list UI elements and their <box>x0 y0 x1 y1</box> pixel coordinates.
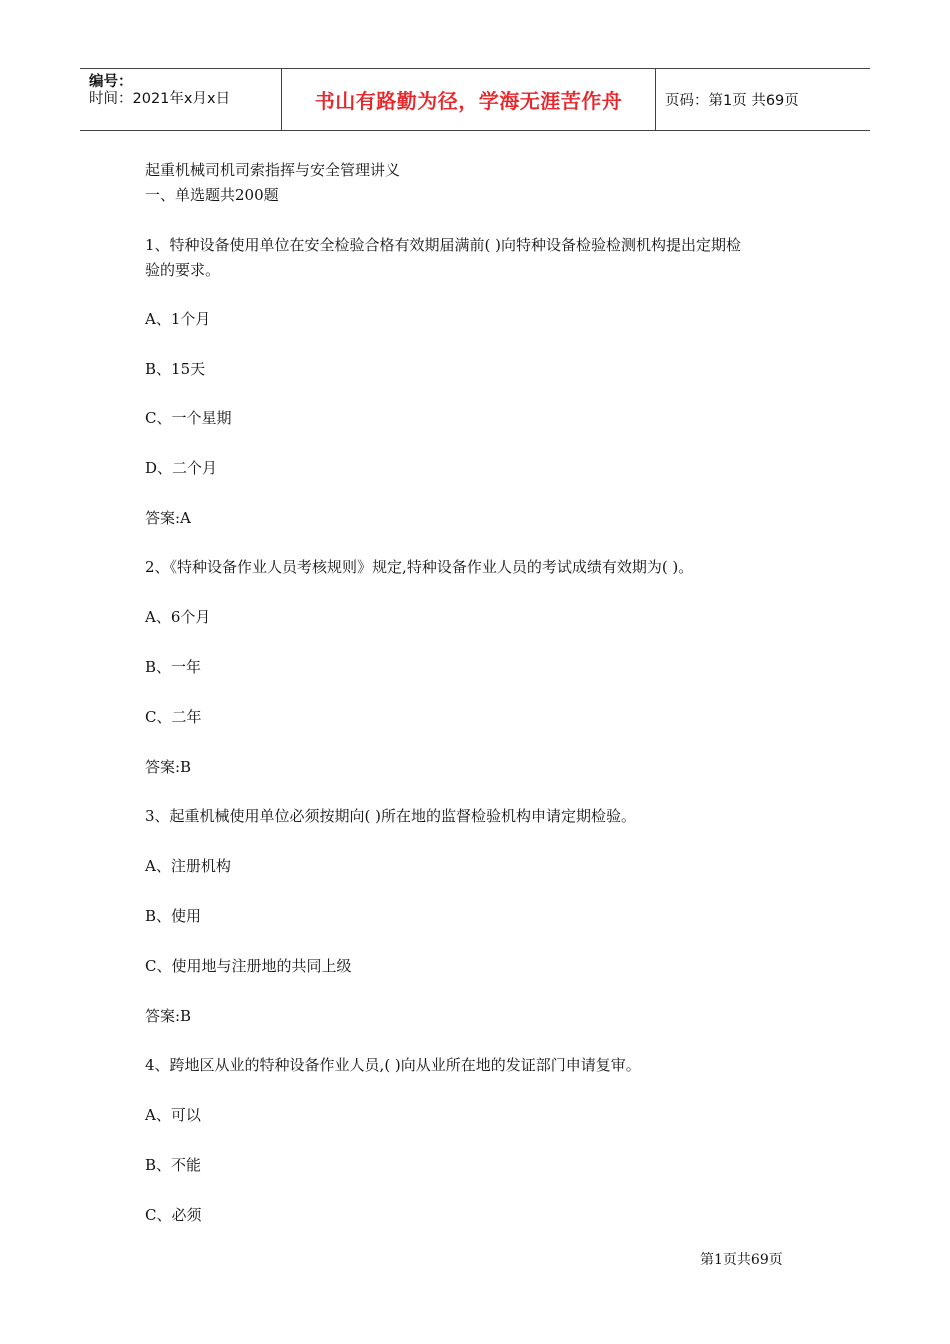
header-meta-cell <box>80 69 281 130</box>
header-motto-cell <box>281 69 656 130</box>
question-option: D、二个月 <box>145 459 218 477</box>
question-option: A、可以 <box>145 1106 201 1124</box>
section-heading: 一、单选题共200题 <box>145 186 279 204</box>
header-page-cell <box>655 69 870 130</box>
question-answer: 答案:B <box>145 758 192 776</box>
question-option: A、6个月 <box>145 608 211 626</box>
question-stem: 2、《特种设备作业人员考核规则》规定,特种设备作业人员的考试成绩有效期为( )。 <box>145 558 694 576</box>
question-option: B、使用 <box>145 907 202 925</box>
document-header <box>80 68 870 131</box>
question-option: C、二年 <box>145 708 202 726</box>
question-option: C、一个星期 <box>145 409 232 427</box>
question-option: B、一年 <box>145 658 202 676</box>
question-stem: 3、起重机械使用单位必须按期向( )所在地的监督检验机构申请定期检验。 <box>145 807 637 825</box>
header-page-info: 页码：第1页 共69页 <box>665 93 799 109</box>
question-option: A、1个月 <box>145 310 211 328</box>
question-answer: 答案:B <box>145 1007 192 1025</box>
serial-label: 编号： <box>89 74 133 90</box>
question-stem: 4、跨地区从业的特种设备作业人员,( )向从业所在地的发证部门申请复审。 <box>145 1056 641 1074</box>
question-option: B、15天 <box>145 360 206 378</box>
question-answer: 答案:A <box>145 509 191 527</box>
question-option: A、注册机构 <box>145 857 231 875</box>
motto-text: 书山有路勤为径，学海无涯苦作舟 <box>314 89 623 113</box>
question-option: C、使用地与注册地的共同上级 <box>145 957 352 975</box>
time-label: 时间：2021年x月x日 <box>89 91 231 107</box>
question-stem: 1、特种设备使用单位在安全检验合格有效期届满前( )向特种设备检验检测机构提出定期检 <box>145 236 742 254</box>
question-option: B、不能 <box>145 1156 202 1174</box>
page-footer: 第1页共69页 <box>700 1252 783 1268</box>
question-option: C、必须 <box>145 1206 202 1224</box>
document-title: 起重机械司机司索指挥与安全管理讲义 <box>145 161 401 179</box>
question-stem-continued: 验的要求。 <box>145 261 221 279</box>
